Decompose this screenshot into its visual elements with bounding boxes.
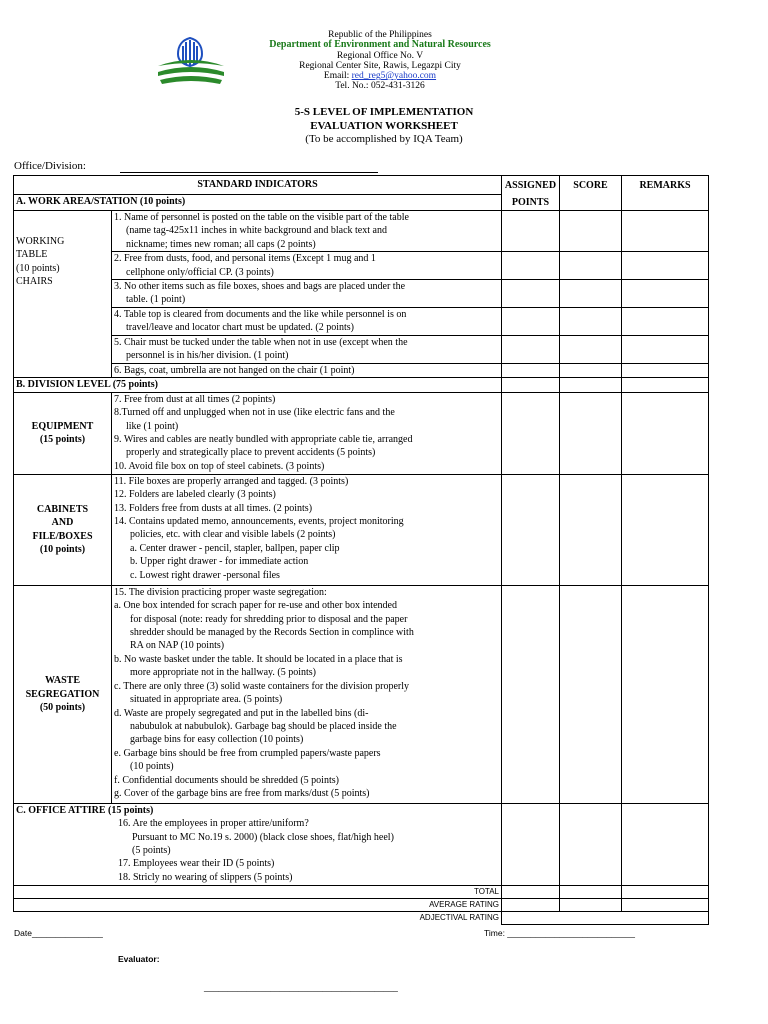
indicator-text: 15. The division practicing proper waste segregation:: [114, 586, 327, 598]
email-label: Email:: [323, 71, 350, 82]
label-waste-points: (50 points): [39, 702, 86, 714]
total-score-cell[interactable]: [560, 885, 622, 898]
indicator-text: situated in appropriate area. (5 points): [130, 694, 283, 706]
indicator-text: 5. Chair must be tucked under the table when not in use (except when the: [114, 337, 408, 349]
average-remarks-cell[interactable]: [622, 898, 709, 911]
label-table: TABLE: [16, 249, 48, 261]
indicator-text: personnel is in his/her division. (1 point): [126, 350, 289, 362]
points-cell[interactable]: [502, 280, 560, 308]
score-cell[interactable]: [560, 280, 622, 308]
adjectival-rating-cell[interactable]: [502, 911, 709, 924]
regional-office: Regional Office No. V: [336, 50, 424, 61]
cabinets-indicators: [112, 474, 502, 585]
office-input-line[interactable]: [120, 172, 378, 173]
indicator-text: 3. No other items such as file boxes, shoes and bags are placed under the: [114, 281, 406, 293]
indicator-text: 13. Folders free from dusts at all times. (2 points): [114, 502, 313, 514]
remarks-cell[interactable]: [622, 308, 709, 336]
indicator-text: for disposal (note: ready for shredding prior to disposal and the paper: [130, 613, 408, 625]
indicator-text: e. Garbage bins should be free from crumpled papers/waste papers: [114, 747, 381, 759]
remarks-cell[interactable]: [622, 364, 709, 378]
office-address: Regional Center Site, Rawis, Legazpi City: [299, 60, 461, 71]
label-and: AND: [51, 517, 74, 529]
worksheet-title: [0, 106, 768, 147]
indicator-text: f. Confidential documents should be shredded (5 points): [114, 774, 339, 786]
indicator-text: 6. Bags, coat, umbrella are not hanged on the chair (1 point): [114, 365, 355, 377]
col-header-score: SCORE: [560, 176, 622, 211]
total-label: TOTAL: [14, 885, 502, 898]
time-field[interactable]: Time: ___________________________: [484, 928, 635, 938]
indicator-text: shredder should be managed by the Records Section in complince with: [130, 627, 414, 639]
label-equipment: EQUIPMENT: [31, 420, 94, 432]
points-cell[interactable]: [502, 803, 560, 885]
indicator-text: like (1 point): [126, 420, 179, 432]
date-field[interactable]: Date_______________: [14, 928, 103, 938]
indicator-text: travel/leave and locator chart must be updated. (2 points): [126, 322, 354, 334]
remarks-cell[interactable]: [622, 392, 709, 474]
indicator-text: 7. Free from dust at all times (2 popints): [114, 393, 276, 405]
indicator-text: 9. Wires and cables are neatly bundled with appropriate cable tie, arranged: [114, 434, 413, 446]
indicator-text: 16. Are the employees in proper attire/uniform?: [118, 818, 309, 830]
indicator-4: [112, 308, 502, 336]
indicator-text: b. Upper right drawer - for immediate action: [130, 556, 309, 568]
score-cell[interactable]: [560, 336, 622, 364]
indicator-text: more appropriate not in the hallway. (5 points): [130, 667, 316, 679]
work-area-label: [14, 211, 112, 378]
col-header-indicators: STANDARD INDICATORS: [14, 176, 502, 195]
col-header-remarks: REMARKS: [622, 176, 709, 211]
score-cell[interactable]: [560, 474, 622, 585]
title-line-1: 5-S LEVEL OF IMPLEMENTATION: [294, 106, 474, 118]
indicator-text: 1. Name of personnel is posted on the table on the visible part of the table: [114, 212, 409, 223]
points-cell[interactable]: [502, 252, 560, 280]
score-cell[interactable]: [560, 364, 622, 378]
indicator-text: a. One box intended for scrach paper for re-use and other box intended: [114, 600, 397, 612]
indicator-text: RA on NAP (10 points): [130, 640, 225, 652]
label-file-boxes: FILE/BOXES: [32, 530, 93, 542]
label-cabinets-points: (10 points): [39, 544, 86, 556]
score-cell[interactable]: [560, 308, 622, 336]
title-line-2: EVALUATION WORKSHEET: [310, 119, 458, 132]
indicator-text: garbage bins for easy collection (10 points): [130, 734, 304, 746]
points-cell[interactable]: [502, 474, 560, 585]
indicator-3: [112, 280, 502, 308]
waste-label: [14, 585, 112, 803]
cabinets-label: [14, 474, 112, 585]
indicator-text: table. (1 point): [126, 294, 186, 306]
equipment-label: [14, 392, 112, 474]
indicator-text: 14. Contains updated memo, announcements, events, project monitoring: [114, 516, 404, 528]
indicator-text: b. No waste basket under the table. It should be located in a place that is: [114, 653, 403, 665]
indicator-text: a. Center drawer - pencil, stapler, ballpen, paper clip: [130, 542, 340, 554]
indicator-text: d. Waste are propely segregated and put in the labelled bins (di-: [114, 707, 369, 719]
section-c-block: [14, 803, 502, 885]
letterhead: [0, 28, 768, 98]
adjectival-rating-label: ADJECTIVAL RATING: [14, 911, 502, 924]
score-cell[interactable]: [560, 392, 622, 474]
evaluation-table: [13, 175, 709, 925]
points-cell[interactable]: [502, 392, 560, 474]
label-cabinets: CABINETS: [36, 504, 89, 516]
section-a-heading: A. WORK AREA/STATION (10 points): [14, 195, 502, 211]
remarks-cell[interactable]: [622, 280, 709, 308]
total-points-cell[interactable]: [502, 885, 560, 898]
indicator-text: 10. Avoid file box on top of steel cabinets. (3 points): [114, 460, 325, 472]
col-header-points: POINTS: [502, 195, 560, 211]
label-table-points: (10 points): [16, 262, 60, 274]
remarks-cell[interactable]: [622, 585, 709, 803]
points-cell[interactable]: [502, 211, 560, 252]
telephone: Tel. No.: 052-431-3126: [335, 81, 425, 92]
indicator-text: 11. File boxes are properly arranged and tagged. (3 points): [114, 475, 349, 487]
remarks-cell[interactable]: [622, 474, 709, 585]
points-cell[interactable]: [502, 364, 560, 378]
email-line: [222, 71, 538, 81]
score-cell[interactable]: [560, 378, 622, 392]
indicator-text: 4. Table top is cleared from documents and the like while personnel is on: [114, 309, 407, 321]
indicator-2: [112, 252, 502, 280]
label-equipment-points: (15 points): [39, 434, 86, 446]
label-working: WORKING: [16, 236, 65, 247]
points-cell[interactable]: [502, 336, 560, 364]
average-rating-label: AVERAGE RATING: [14, 898, 502, 911]
indicator-1: [112, 211, 502, 252]
indicator-5: [112, 336, 502, 364]
label-chairs: CHAIRS: [16, 276, 53, 288]
points-cell[interactable]: [502, 308, 560, 336]
indicator-text: Pursuant to MC No.19 s. 2000) (black close shoes, flat/high heel): [132, 831, 394, 843]
evaluator-label: Evaluator:: [118, 954, 160, 964]
indicator-text: cellphone only/official CP. (3 points): [126, 266, 274, 278]
republic-text: Republic of the Philippines: [328, 30, 432, 40]
remarks-cell[interactable]: [622, 211, 709, 252]
indicator-6: [112, 364, 502, 378]
title-line-3: (To be accomplished by IQA Team): [305, 133, 463, 145]
remarks-cell[interactable]: [622, 803, 709, 885]
remarks-cell[interactable]: [622, 252, 709, 280]
indicator-text: nabubulok at nabubulok). Garbage bag should be placed inside the: [130, 720, 397, 732]
indicator-text: 17. Employees wear their ID (5 points): [118, 858, 275, 870]
indicator-text: (10 points): [130, 761, 174, 773]
indicator-text: 8.Turned off and unplugged when not in use (like electric fans and the: [114, 407, 395, 419]
indicator-text: policies, etc. with clear and visible labels (2 points): [130, 529, 336, 541]
evaluator-signature-line[interactable]: _________________________________________: [204, 982, 398, 992]
department-name: Department of Environment and Natural Resources: [269, 39, 491, 51]
denr-logo-icon: [156, 36, 226, 88]
indicator-text: (name tag-425x11 inches in white background and black text and: [126, 225, 387, 237]
indicator-text: (5 points): [132, 845, 171, 857]
waste-indicators: [112, 585, 502, 803]
indicator-text: 12. Folders are labeled clearly (3 points): [114, 489, 276, 501]
indicator-text: c. Lowest right drawer -personal files: [130, 569, 280, 581]
office-label: Office/Division:: [14, 160, 86, 172]
label-waste: WASTE: [44, 675, 80, 687]
indicator-text: properly and strategically place to prevent accidents (5 points): [126, 447, 376, 459]
score-cell[interactable]: [560, 803, 622, 885]
average-points-cell[interactable]: [502, 898, 560, 911]
remarks-cell[interactable]: [622, 336, 709, 364]
score-cell[interactable]: [560, 252, 622, 280]
section-b-heading: B. DIVISION LEVEL (75 points): [14, 378, 502, 392]
col-header-assigned: ASSIGNED: [502, 176, 560, 195]
indicator-text: c. There are only three (3) solid waste containers for the division properly: [114, 680, 409, 692]
average-score-cell[interactable]: [560, 898, 622, 911]
email-link[interactable]: red_reg5@yahoo.com: [351, 71, 437, 82]
indicator-text: g. Cover of the garbage bins are free from marks/dust (5 points): [114, 787, 370, 799]
remarks-cell[interactable]: [622, 378, 709, 392]
score-cell[interactable]: [560, 211, 622, 252]
section-c-heading: C. OFFICE ATTIRE (15 points): [16, 804, 154, 816]
score-cell[interactable]: [560, 585, 622, 803]
points-cell[interactable]: [502, 378, 560, 392]
indicator-text: 18. Stricly no wearing of slippers (5 points): [118, 871, 293, 883]
label-segregation: SEGREGATION: [25, 688, 100, 700]
indicator-text: 2. Free from dusts, food, and personal items (Except 1 mug and 1: [114, 253, 376, 265]
equipment-indicators: [112, 392, 502, 474]
indicator-text: nickname; times new roman; all caps (2 points): [126, 238, 316, 250]
total-remarks-cell[interactable]: [622, 885, 709, 898]
points-cell[interactable]: [502, 585, 560, 803]
